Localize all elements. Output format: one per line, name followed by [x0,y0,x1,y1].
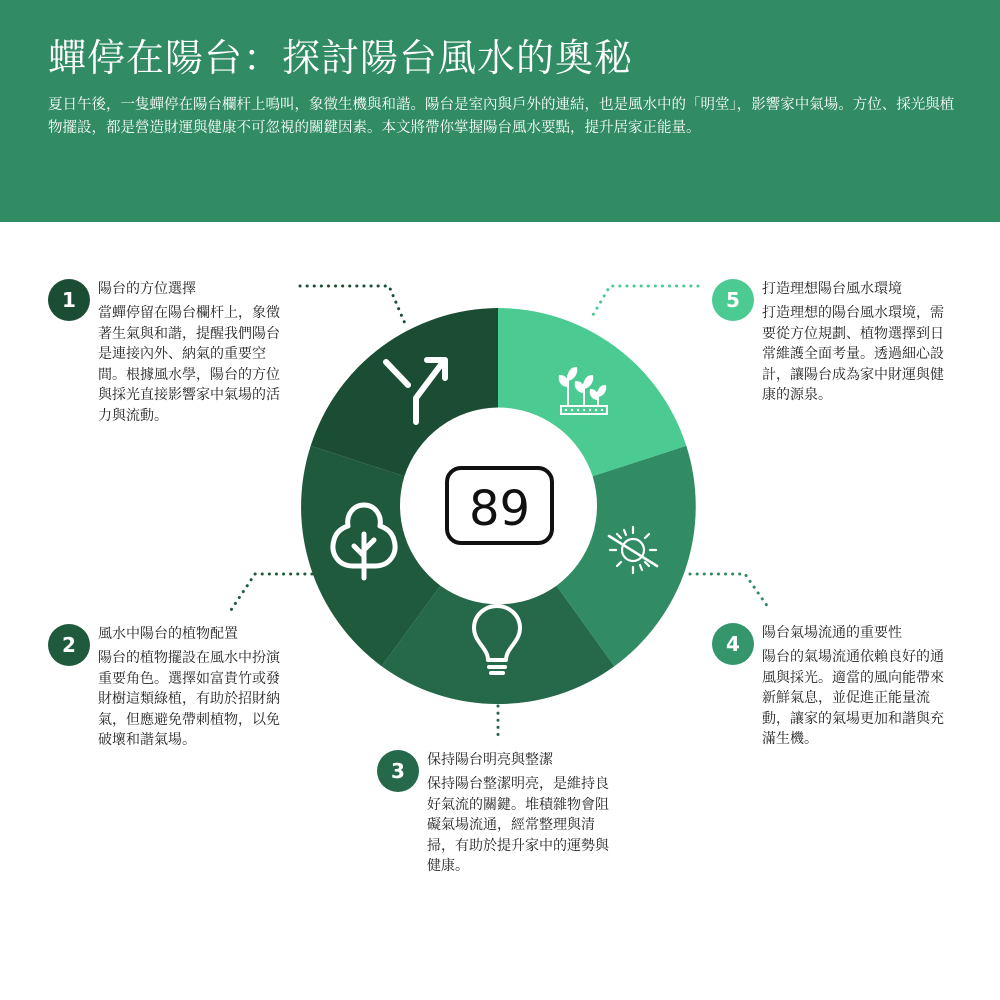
item-badge-5: 5 [712,279,754,321]
item-text-3: 保持陽台整潔明亮，是維持良好氣流的關鍵。堆積雜物會阻礙氣場流通，經常整理與清掃，有助於提升家中的運勢與健康。 [427,776,609,874]
connector-4 [690,574,770,610]
item-5 [726,279,950,406]
item-title-1: 陽台的方位選擇 [98,281,196,297]
connector-1 [300,286,406,326]
center-value: 89 [468,481,531,537]
item-1 [62,279,288,426]
item-title-5: 打造理想陽台風水環境 [762,281,902,297]
item-badge-4: 4 [712,623,754,665]
connector-5 [590,286,698,320]
item-title-4: 陽台氣場流通的重要性 [762,625,902,641]
item-4 [726,623,952,750]
intro-paragraph: 夏日午後，一隻蟬停在陽台欄杆上鳴叫，象徵生機與和諧。陽台是室內與戶外的連結，也是風水中的「明堂」，影響家中氣場。方位、採光與植物擺設，都是營造財運與健康不可忽視的關鍵因素。本文將帶你掌握陽台風水要點，提升居家正能量。 [48,97,955,136]
item-title-2: 風水中陽台的植物配置 [98,626,238,642]
item-title-3: 保持陽台明亮與整潔 [427,752,553,768]
segment-1 [311,308,498,476]
connector-2 [231,574,312,610]
item-text-5: 打造理想的陽台風水環境，需要從方位規劃、植物選擇到日常維護全面考量。透過細心設計，讓陽台成為家中財運與健康的源泉。 [762,305,944,403]
item-badge-1: 1 [48,279,90,321]
item-text-4: 陽台的氣場流通依賴良好的通風與採光。適當的風向能帶來新鮮氣息，並促進正能量流動，讓家的氣場更加和諧與充滿生機。 [762,649,944,747]
item-text-2: 陽台的植物擺設在風水中扮演重要角色。選擇如富貴竹或發財樹這類綠植，有助於招財納氣，但應避免帶刺植物，以免破壞和諧氣場。 [98,650,280,748]
page-title: 蟬停在陽台：探討陽台風水的奧秘 [48,36,634,80]
item-3 [391,750,617,877]
no-sun-icon [609,527,657,573]
item-text-1: 當蟬停留在陽台欄杆上，象徵著生氣與和諧，提醒我們陽台是連接內外、納氣的重要空間。根據風水學，陽台的方位與採光直接影響家中氣場的活力與流動。 [98,305,280,424]
item-2 [62,624,288,751]
item-badge-3: 3 [377,750,419,792]
item-badge-2: 2 [48,624,90,666]
